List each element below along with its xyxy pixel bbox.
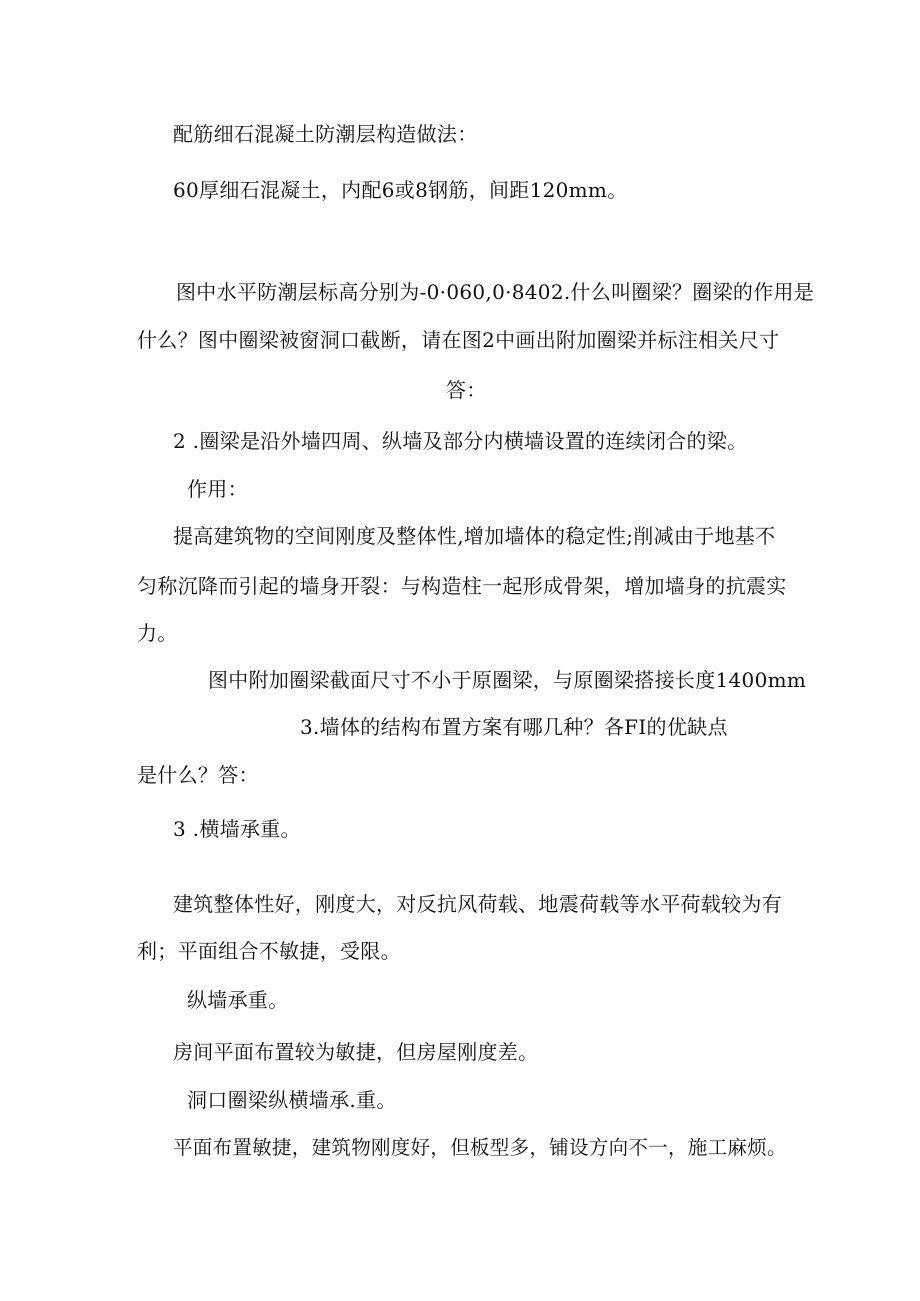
text-line-longitudinal-desc: 房间平面布置较为敏捷，但房屋刚度差。 (173, 1040, 539, 1064)
text-line-mixed-desc: 平面布置敏捷，建筑物刚度好，但板型多，铺设方向不一，施工麻烦。 (173, 1136, 787, 1159)
text-line-function-2: 匀称沉降而引起的墙身开裂：与构造柱一起形成骨架，增加墙身的抗震实 (137, 574, 787, 598)
text-line-additional-beam: 图中附加圈梁截面尺寸不小于原圈梁，与原圈梁搭接长度1400mm (208, 668, 807, 692)
text-line-answer-label-1: 答： (446, 378, 487, 402)
text-line-question-3b: 是什么？答： (137, 763, 259, 787)
text-line-longitudinal-label: 纵墙承重。 (187, 988, 289, 1012)
text-line-answer-2: 2 .圈梁是沿外墙四周、纵墙及部分内横墙设置的连续闭合的梁。 (173, 429, 748, 453)
text-line-damp-proof-heading: 配筋细石混凝土防潮层构造做法： (173, 122, 478, 146)
text-line-concrete-spec: 60厚细石混凝土，内配6或8钢筋，间距120mm。 (173, 178, 628, 202)
text-line-transverse-1: 建筑整体性好，刚度大，对反抗风荷载、地震荷载等水平荷载较为有 (173, 892, 782, 916)
text-line-question-3a: 3.墙体的结构布置方案有哪几种？各FI的优缺点 (300, 715, 728, 739)
text-line-answer-3: 3 .横墙承重。 (173, 817, 301, 841)
text-line-question-2b: 什么？图中圈梁被窗洞口截断，请在图2中画出附加圈梁并标注相关尺寸 (137, 328, 780, 352)
text-line-function-3: 力。 (137, 621, 178, 645)
text-line-function-1: 提高建筑物的空间刚度及整体性,增加墙体的稳定性;削减由于地基不 (173, 524, 776, 548)
text-line-mixed-label: 洞口圈梁纵横墙承.重。 (187, 1088, 397, 1112)
text-line-question-2a: 图中水平防潮层标高分别为-0·060,0·8402.什么叫圈梁？圈梁的作用是 (176, 280, 815, 304)
text-line-function-label: 作用： (187, 477, 248, 501)
text-line-transverse-2: 利；平面组合不敏捷，受限。 (137, 939, 401, 963)
